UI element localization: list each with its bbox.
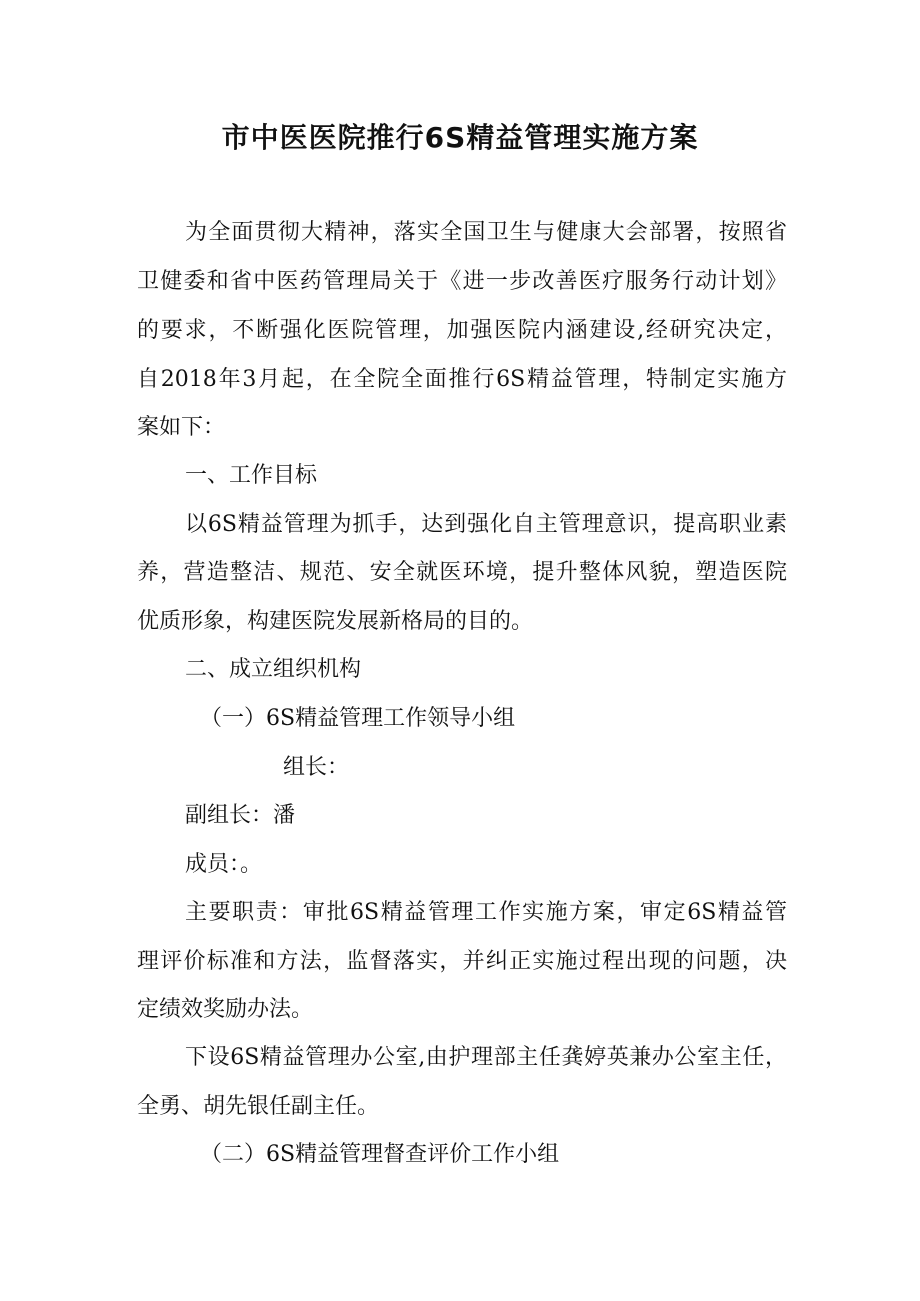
paragraph-line: 理评价标准和方法，监督落实，并纠正实施过程出现的问题，决 [137, 949, 787, 974]
section-heading: 一、工作目标 [185, 463, 318, 488]
section-heading: 二、成立组织机构 [185, 657, 362, 682]
paragraph-line: 全勇、胡先银任副主任。 [137, 1094, 380, 1119]
paragraph-line: 自2018年3月起，在全院全面推行6S精益管理，特制定实施方 [137, 367, 787, 392]
paragraph-line: 定绩效奖励办法。 [137, 997, 314, 1022]
paragraph-line: 下设6S精益管理办公室,由护理部主任龚婷英兼办公室主任， [185, 1045, 787, 1070]
deputy-leader: 副组长：潘 [185, 803, 296, 828]
paragraph-line: 主要职责：审批6S精益管理工作实施方案，审定6S精益管 [185, 900, 787, 925]
paragraph-line: 养，营造整洁、规范、安全就医环境，提升整体风貌，塑造医院 [137, 560, 787, 585]
document-title: 市中医医院推行6S精益管理实施方案 [221, 121, 699, 154]
paragraph-line: 为全面贯彻大精神，落实全国卫生与健康大会部署，按照省 [185, 220, 787, 245]
subsection-heading: （二）6S精益管理督查评价工作小组 [200, 1142, 560, 1167]
paragraph-line: 的要求，不断强化医院管理，加强医院内涵建设,经研究决定， [137, 318, 787, 343]
paragraph-line: 卫健委和省中医药管理局关于《进一步改善医疗服务行动计划》 [137, 269, 787, 294]
paragraph-line: 案如下： [137, 415, 226, 440]
subsection-heading: （一）6S精益管理工作领导小组 [200, 706, 516, 731]
members: 成员：。 [185, 852, 263, 877]
group-leader: 组长： [283, 755, 350, 780]
paragraph-line: 以6S精益管理为抓手，达到强化自主管理意识，提高职业素 [185, 512, 787, 537]
paragraph-line: 优质形象，构建医院发展新格局的目的。 [137, 609, 534, 634]
